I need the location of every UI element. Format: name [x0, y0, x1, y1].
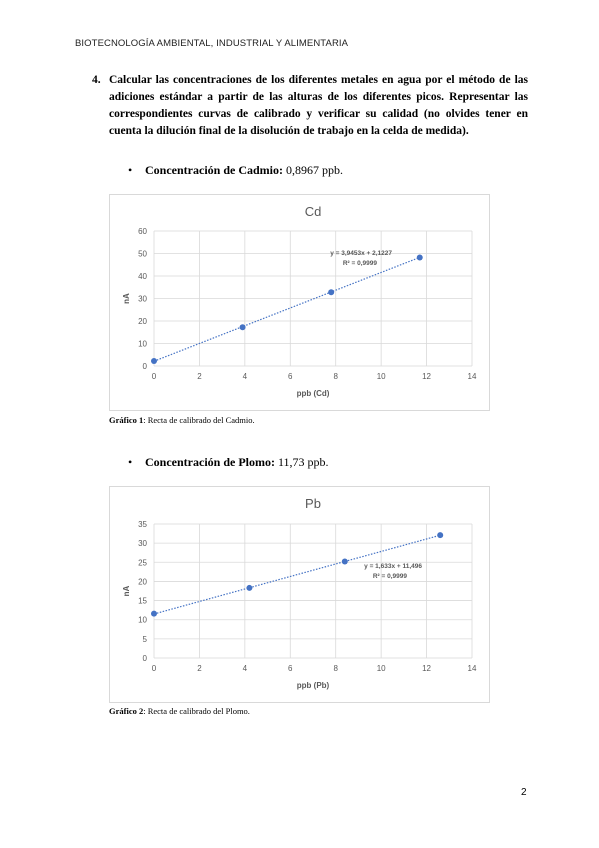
page-number: 2 [521, 787, 527, 798]
trendline-equation: y = 1,633x + 11,496 [364, 563, 422, 570]
y-tick-label: 30 [138, 539, 147, 549]
x-axis-label: ppb (Pb) [296, 681, 330, 690]
document-header: BIOTECNOLOGÍA AMBIENTAL, INDUSTRIAL Y ALIMENTARIA [75, 38, 349, 49]
data-point [417, 255, 423, 261]
caption-2-label: Gráfico 2 [109, 706, 144, 716]
bullet-icon: • [128, 455, 133, 469]
chart-plomo-svg [110, 487, 489, 702]
data-point [437, 532, 443, 538]
y-axis-label: nA [122, 293, 131, 304]
caption-1-text: : Recta de calibrado del Cadmio. [143, 415, 255, 425]
y-tick-label: 40 [138, 272, 147, 281]
y-tick-label: 60 [138, 227, 147, 236]
x-tick-label: 12 [422, 372, 432, 381]
x-tick-label: 14 [467, 664, 477, 673]
x-tick-label: 14 [467, 372, 477, 381]
y-tick-label: 35 [138, 520, 147, 529]
x-tick-label: 6 [288, 372, 293, 381]
question-block [92, 72, 528, 140]
x-tick-label: 10 [376, 372, 386, 381]
caption-1 [109, 415, 255, 425]
y-tick-label: 20 [138, 577, 147, 587]
y-tick-label: 10 [138, 339, 147, 349]
x-tick-label: 8 [333, 372, 338, 381]
y-tick-label: 50 [138, 249, 147, 259]
y-tick-label: 20 [138, 317, 147, 326]
y-tick-label: 5 [142, 634, 147, 644]
question-number: 4. [92, 74, 101, 86]
chart-cadmio-svg [110, 195, 489, 410]
chart-plomo [109, 486, 490, 703]
x-tick-label: 8 [333, 664, 338, 673]
trendline-r2: R² = 0,9999 [372, 573, 407, 580]
y-tick-label: 10 [138, 615, 147, 625]
x-tick-label: 0 [151, 664, 157, 673]
x-tick-label: 6 [288, 664, 293, 673]
trendline [154, 257, 420, 361]
data-point [151, 611, 157, 617]
plomo-label: Concentración de Plomo: [145, 455, 275, 469]
data-point [240, 324, 246, 330]
x-tick-label: 4 [242, 372, 248, 381]
x-tick-label: 4 [242, 664, 248, 673]
x-tick-label: 2 [197, 664, 202, 673]
plomo-value: 11,73 ppb. [274, 455, 329, 469]
cadmio-label: Concentración de Cadmio: [145, 163, 283, 177]
caption-1-label: Gráfico 1 [109, 415, 144, 425]
x-axis-label: ppb (Cd) [296, 389, 330, 398]
question-text: Calcular las concentraciones de los diferentes metales en agua por el método de las adiciones estándar a partir de las alturas de los diferentes picos. Representar las correspondientes curvas de calibrado y verificar su calidad (no olvides tener en cuenta la dilución final de la disolución de trabajo en la celda de medida). [109, 74, 528, 137]
data-point [342, 559, 348, 565]
y-tick-label: 15 [138, 596, 147, 606]
caption-2-text: : Recta de calibrado del Plomo. [143, 706, 250, 716]
y-tick-label: 0 [142, 362, 147, 371]
x-tick-label: 10 [376, 664, 386, 673]
data-point [328, 289, 334, 295]
plomo-result [128, 455, 329, 470]
data-point [151, 358, 157, 364]
data-point [246, 585, 252, 591]
bullet-icon: • [128, 163, 133, 177]
cadmio-result [128, 163, 343, 178]
caption-2 [109, 706, 250, 716]
chart-title: Pb [305, 496, 321, 511]
chart-title: Cd [304, 204, 322, 219]
trendline-r2: R² = 0,9999 [342, 260, 377, 267]
trendline-equation: y = 3,9453x + 2,1227 [330, 250, 392, 257]
y-tick-label: 30 [138, 294, 147, 304]
x-tick-label: 12 [422, 664, 432, 673]
cadmio-value: 0,8967 ppb. [283, 163, 343, 177]
y-axis-label: nA [122, 585, 131, 597]
x-tick-label: 0 [151, 372, 157, 381]
y-tick-label: 25 [138, 558, 147, 568]
x-tick-label: 2 [197, 372, 202, 381]
y-tick-label: 0 [142, 654, 147, 663]
chart-cadmio [109, 194, 490, 411]
